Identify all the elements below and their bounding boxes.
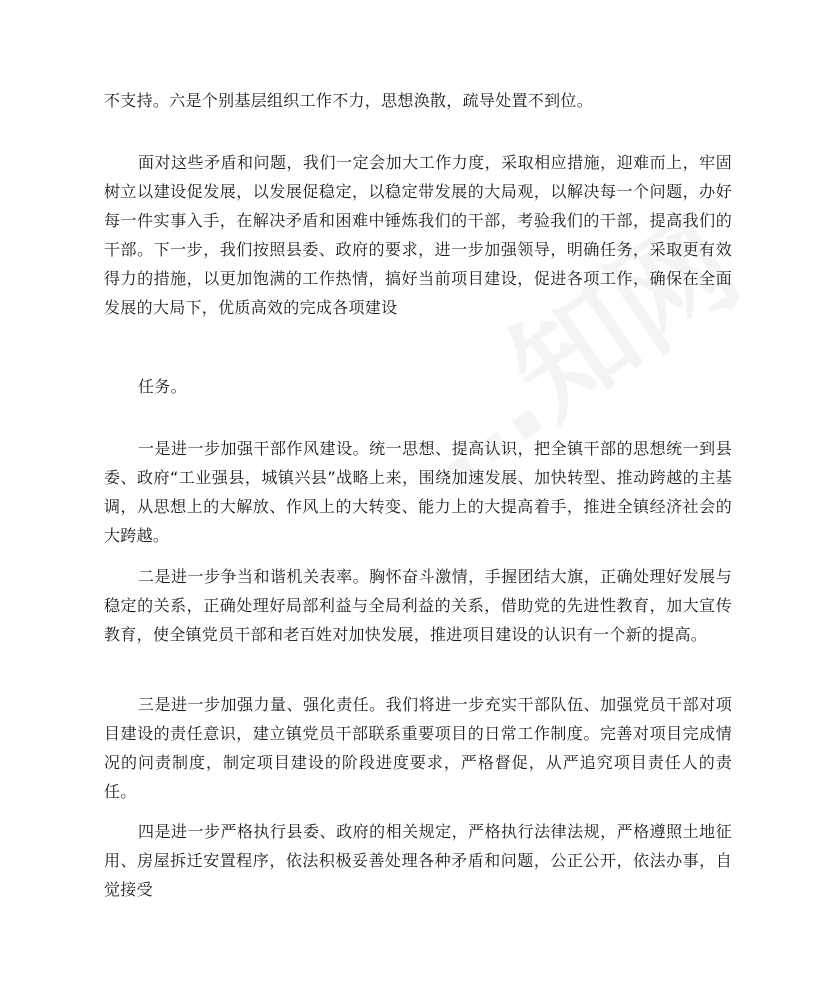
paragraph-1: 不支持。六是个别基层组织工作不力，思想涣散，疏导处置不到位。 xyxy=(104,91,594,110)
paragraph-5: 二是进一步争当和谐机关表率。胸怀奋斗激情，手握团结大旗，正确处理好发展与稳定的关系，正确处理好局部利益与全局利益的关系，借助党的先进性教育，加大宣传教育，使全镇党员干部和老百姓对加快发展，推进项目建设的认识有一个新的提高。 xyxy=(104,567,732,644)
paragraph-7: 四是进一步严格执行县委、政府的相关规定，严格执行法律法规，严格遵照土地征用、房屋拆迁安置程序，依法积极妥善处理各种矛盾和问题，公正公开，依法办事，自觉接受 xyxy=(104,822,732,899)
paragraph-2: 面对这些矛盾和问题，我们一定会加大工作力度，采取相应措施，迎难而上，牢固树立以建设促发展，以发展促稳定，以稳定带发展的大局观，以解决每一个问题，办好每一件实事入手，在解决矛盾和困难中锤炼我们的干部，考验我们的干部，提高我们的干部。下一步，我们按照县委、政府的要求，进一步加强领导，明确任务，采取更有效得力的措施，以更加饱满的工作热情，搞好当前项目建设，促进各项工作，确保在全面发展的大局下，优质高效的完成各项建设 xyxy=(104,153,732,317)
paragraph-3: 任务。 xyxy=(138,377,187,396)
paragraph-4: 一是进一步加强干部作风建设。统一思想、提高认识，把全镇干部的思想统一到县委、政府“工业强县，城镇兴县”战略上来，围绕加速发展、加快转型、推动跨越的主基调，从思想上的大解放、作风上的大转变、能力上的大提高着手，推进全镇经济社会的大跨越。 xyxy=(104,439,732,545)
paragraph-6: 三是进一步加强力量、强化责任。我们将进一步充实干部队伍、加强党员干部对项目建设的责任意识，建立镇党员干部联系重要项目的日常工作制度。完善对项目完成情况的问责制度，制定项目建设的阶段进度要求，严格督促，从严追究项目责任人的责任。 xyxy=(104,695,732,801)
